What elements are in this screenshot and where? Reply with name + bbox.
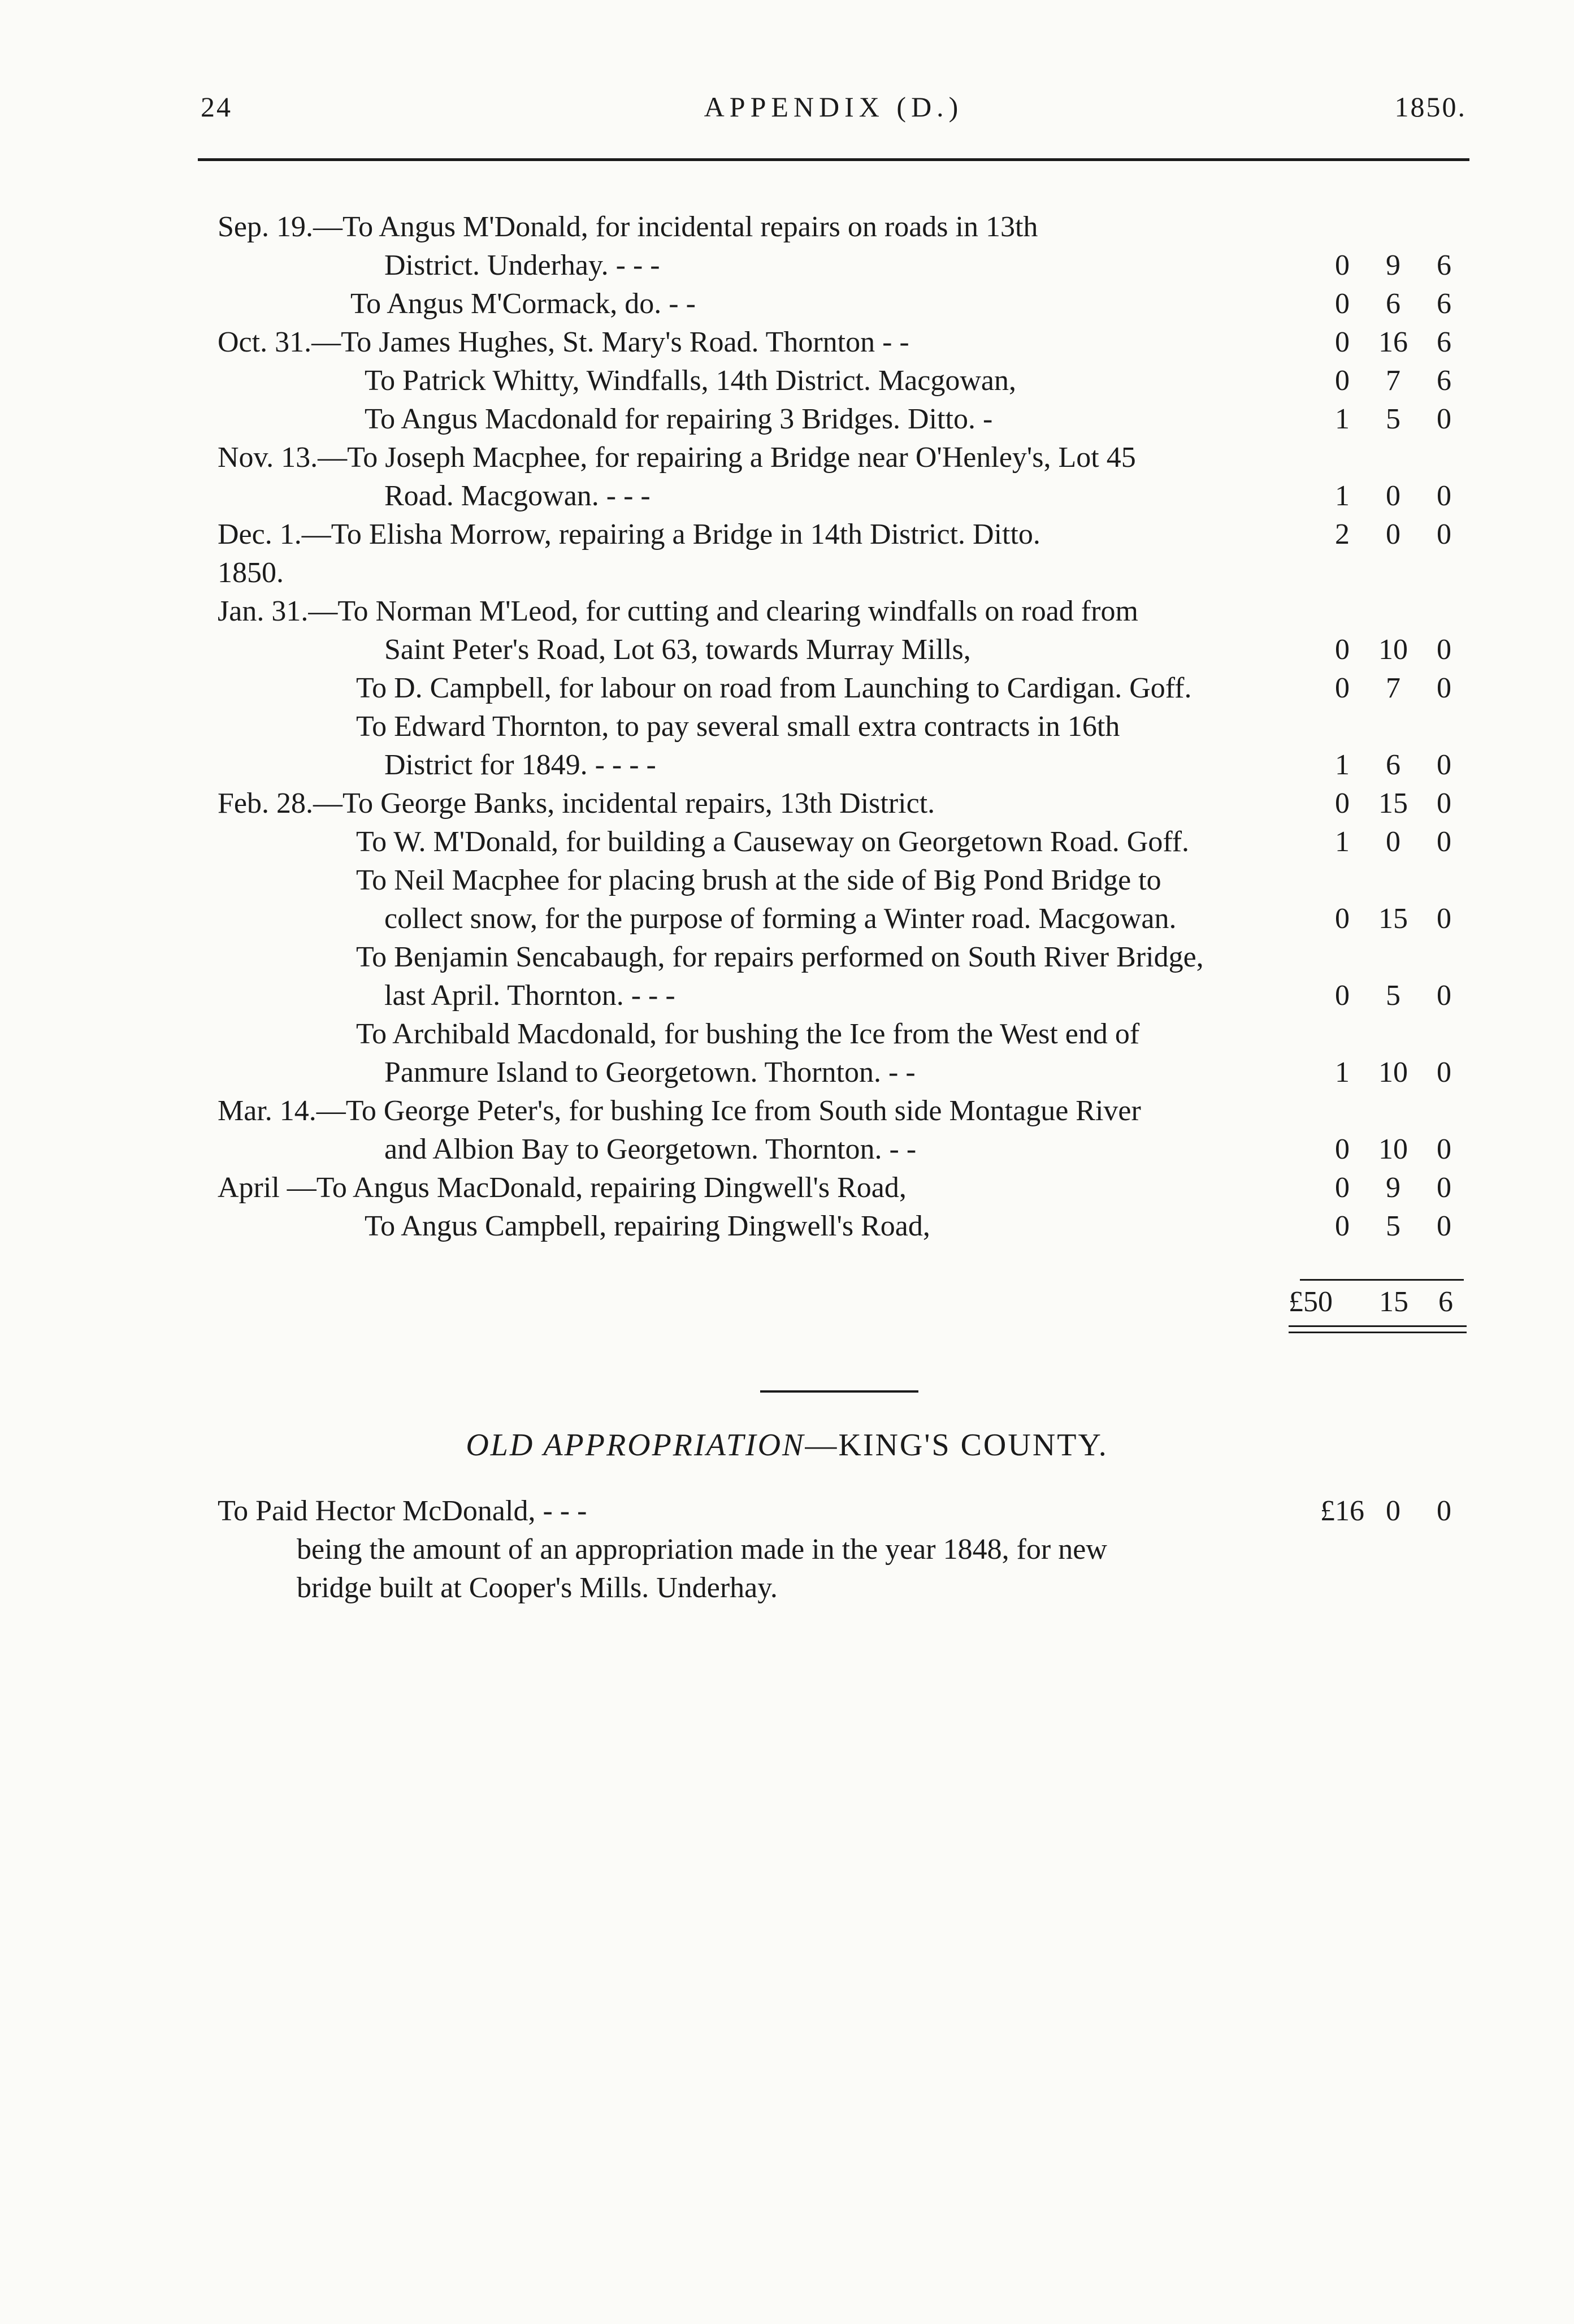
- entry-amount: [1317, 1207, 1469, 1246]
- amount-pence: 0: [1437, 480, 1451, 512]
- entry-text: being the amount of an appropriation made in the year 1848, for new: [297, 1533, 1107, 1566]
- amount-pounds: 1: [1335, 826, 1350, 858]
- header-rule: [198, 158, 1469, 161]
- amount-shillings: 10: [1378, 1056, 1408, 1089]
- entry-text: Oct. 31.—To James Hughes, St. Mary's Road. Thornton - -: [218, 326, 909, 358]
- total-shillings: 15: [1379, 1286, 1408, 1318]
- ledger-entry: [218, 1207, 1469, 1246]
- entry-text: Saint Peter's Road, Lot 63, towards Murray Mills,: [384, 634, 971, 666]
- amount-pence: 6: [1437, 288, 1451, 320]
- ledger-entry: [218, 554, 1469, 592]
- entry-amount: [1317, 746, 1469, 784]
- ledger-line: [218, 1015, 1469, 1053]
- amount-pounds: 1: [1335, 480, 1350, 512]
- amount-pence: 6: [1437, 365, 1451, 397]
- ledger-line: [218, 515, 1469, 554]
- amount-pounds: 0: [1335, 249, 1350, 281]
- ledger-entry: [218, 669, 1469, 708]
- section-heading: [0, 1427, 1574, 1463]
- amount-pence: 0: [1437, 672, 1451, 704]
- entry-amount: [1317, 477, 1469, 515]
- amount-pounds: 0: [1335, 1133, 1350, 1165]
- ledger-entry: [218, 285, 1469, 323]
- entry-amount: [1317, 823, 1469, 861]
- amount-pence: 6: [1437, 326, 1451, 358]
- ledger-entry: [218, 861, 1469, 938]
- ledger-line: [218, 784, 1469, 823]
- header-year: 1850.: [1394, 91, 1467, 123]
- ledger-entries: [218, 208, 1469, 1246]
- amount-pence: 0: [1437, 903, 1451, 935]
- amount-shillings: 5: [1386, 1210, 1400, 1242]
- amount-pence: 0: [1437, 749, 1451, 781]
- ledger-line: [218, 439, 1469, 477]
- entry-amount: [1317, 400, 1469, 439]
- entry-text: To Angus Campbell, repairing Dingwell's Road,: [365, 1210, 930, 1242]
- total-pence: 6: [1438, 1286, 1453, 1318]
- ledger-line: [218, 938, 1469, 977]
- entry-amount: [1317, 362, 1469, 400]
- amount-shillings: 0: [1386, 826, 1400, 858]
- amount-shillings: 5: [1386, 979, 1400, 1012]
- ledger-line: [218, 362, 1469, 400]
- entry-amount: [1317, 784, 1469, 823]
- ledger-line: [218, 1492, 1469, 1530]
- ledger-entry: [218, 323, 1469, 362]
- total-double-rule-lower: [1289, 1332, 1467, 1333]
- entry-text: Nov. 13.—To Joseph Macphee, for repairing a Bridge near O'Henley's, Lot 45: [218, 441, 1136, 474]
- ledger-entry: [218, 823, 1469, 861]
- ledger-entry: [218, 515, 1469, 554]
- amount-pounds: 0: [1335, 903, 1350, 935]
- ledger-line: [218, 823, 1469, 861]
- amount-pence: 6: [1437, 249, 1451, 281]
- amount-pounds: 0: [1335, 1172, 1350, 1204]
- ledger-line: [218, 246, 1469, 285]
- ledger-line: [218, 900, 1469, 938]
- entry-amount: [1317, 515, 1469, 554]
- entry-amount: [1317, 285, 1469, 323]
- amount-pence: 0: [1437, 403, 1451, 435]
- ledger-line: [218, 1569, 1469, 1607]
- entry-text: To Neil Macphee for placing brush at the side of Big Pond Bridge to: [356, 864, 1161, 896]
- entry-text: District for 1849. - - - -: [384, 749, 656, 781]
- ledger-line: [218, 708, 1469, 746]
- entry-text: collect snow, for the purpose of forming a Winter road. Macgowan.: [384, 903, 1177, 935]
- amount-pounds: 0: [1335, 326, 1350, 358]
- entry-amount: [1317, 323, 1469, 362]
- entry-text: To Angus Macdonald for repairing 3 Bridges. Ditto. -: [365, 403, 993, 435]
- amount-pounds: 0: [1335, 634, 1350, 666]
- amount-shillings: 0: [1386, 518, 1400, 550]
- amount-pounds: 0: [1335, 288, 1350, 320]
- total-pounds: £50: [1289, 1286, 1333, 1318]
- entry-text: To Benjamin Sencabaugh, for repairs performed on South River Bridge,: [356, 941, 1204, 973]
- entry-amount: [1317, 631, 1469, 669]
- entry-amount: [1317, 246, 1469, 285]
- ledger-line: [218, 323, 1469, 362]
- ledger-line: [218, 977, 1469, 1015]
- total-double-rule: [1289, 1325, 1467, 1327]
- ledger-line: [218, 285, 1469, 323]
- entry-amount: [1317, 977, 1469, 1015]
- amount-pence: 0: [1437, 1210, 1451, 1242]
- entry-text: and Albion Bay to Georgetown. Thornton. - -: [384, 1133, 917, 1165]
- amount-shillings: 15: [1378, 787, 1408, 820]
- amount-pounds: 0: [1335, 979, 1350, 1012]
- entry-amount: [1317, 900, 1469, 938]
- amount-pence: 0: [1437, 787, 1451, 820]
- ledger-line: [218, 554, 1469, 592]
- ledger-entry: [218, 400, 1469, 439]
- amount-shillings: 0: [1386, 1495, 1400, 1527]
- ledger-line: [218, 669, 1469, 708]
- entry-text: bridge built at Cooper's Mills. Underhay.: [297, 1572, 778, 1604]
- amount-shillings: 6: [1386, 288, 1400, 320]
- ledger-line: [218, 746, 1469, 784]
- ledger-line: [218, 592, 1469, 631]
- old-appropriation-entry: [218, 1492, 1469, 1607]
- amount-shillings: 9: [1386, 249, 1400, 281]
- ledger-line: [218, 1130, 1469, 1169]
- amount-pounds: 1: [1335, 1056, 1350, 1089]
- amount-shillings: 10: [1378, 1133, 1408, 1165]
- page-number: 24: [201, 91, 232, 123]
- ledger-entry: [218, 439, 1469, 515]
- entry-text: District. Underhay. - - -: [384, 249, 660, 281]
- amount-shillings: 0: [1386, 480, 1400, 512]
- amount-pence: 0: [1437, 979, 1451, 1012]
- ledger-line: [218, 1207, 1469, 1246]
- total-rule: [1300, 1279, 1464, 1281]
- entry-amount: [1317, 669, 1469, 708]
- entry-text: April —To Angus MacDonald, repairing Dingwell's Road,: [218, 1172, 907, 1204]
- entry-amount: [1317, 1053, 1469, 1092]
- page-title: APPENDIX (D.): [704, 91, 964, 123]
- amount-shillings: 16: [1378, 326, 1408, 358]
- amount-pence: 0: [1437, 1172, 1451, 1204]
- amount-pence: 0: [1437, 518, 1451, 550]
- entry-text: Jan. 31.—To Norman M'Leod, for cutting and clearing windfalls on road from: [218, 595, 1138, 627]
- amount-pence: 0: [1437, 1056, 1451, 1089]
- section-divider: [760, 1390, 918, 1393]
- ledger-line: [218, 1530, 1469, 1569]
- entry-text: To Angus M'Cormack, do. - -: [350, 288, 696, 320]
- entry-text: last April. Thornton. - - -: [384, 979, 675, 1012]
- entry-amount: [1317, 1492, 1469, 1530]
- amount-pounds: £16: [1320, 1495, 1364, 1527]
- entry-text: To Edward Thornton, to pay several small extra contracts in 16th: [356, 710, 1120, 743]
- entry-text: 1850.: [218, 557, 284, 589]
- ledger-entry: [218, 1169, 1469, 1207]
- amount-shillings: 15: [1378, 903, 1408, 935]
- ledger-total: [1289, 1283, 1469, 1321]
- amount-pounds: 0: [1335, 672, 1350, 704]
- ledger-entry: [218, 784, 1469, 823]
- ledger-entry: [218, 362, 1469, 400]
- entry-text: To W. M'Donald, for building a Causeway on Georgetown Road. Goff.: [356, 826, 1190, 858]
- entry-text: Mar. 14.—To George Peter's, for bushing Ice from South side Montague River: [218, 1095, 1141, 1127]
- amount-shillings: 7: [1386, 672, 1400, 704]
- ledger-entry: [218, 938, 1469, 1015]
- amount-shillings: 5: [1386, 403, 1400, 435]
- amount-pounds: 1: [1335, 749, 1350, 781]
- section-heading-rest: —KING'S COUNTY.: [805, 1428, 1108, 1463]
- entry-text: To Patrick Whitty, Windfalls, 14th District. Macgowan,: [365, 365, 1017, 397]
- ledger-line: [218, 1169, 1469, 1207]
- entry-text: Dec. 1.—To Elisha Morrow, repairing a Bridge in 14th District. Ditto.: [218, 518, 1040, 550]
- ledger-entry: [218, 1092, 1469, 1169]
- entry-text: To D. Campbell, for labour on road from Launching to Cardigan. Goff.: [356, 672, 1192, 704]
- amount-pounds: 1: [1335, 403, 1350, 435]
- entry-text: Panmure Island to Georgetown. Thornton. - -: [384, 1056, 916, 1089]
- amount-shillings: 9: [1386, 1172, 1400, 1204]
- amount-pounds: 0: [1335, 1210, 1350, 1242]
- amount-shillings: 7: [1386, 365, 1400, 397]
- amount-pence: 0: [1437, 826, 1451, 858]
- entry-amount: [1317, 1169, 1469, 1207]
- amount-shillings: 10: [1378, 634, 1408, 666]
- ledger-line: [218, 1053, 1469, 1092]
- page-header: [201, 85, 1467, 130]
- ledger-line: [218, 861, 1469, 900]
- ledger-line: [218, 1092, 1469, 1130]
- amount-pence: 0: [1437, 634, 1451, 666]
- amount-shillings: 6: [1386, 749, 1400, 781]
- ledger-line: [218, 208, 1469, 246]
- ledger-line: [218, 400, 1469, 439]
- amount-pence: 0: [1437, 1495, 1451, 1527]
- ledger-entry: [218, 1015, 1469, 1092]
- ledger-entry: [218, 708, 1469, 784]
- ledger-line: [218, 477, 1469, 515]
- ledger-line: [218, 631, 1469, 669]
- entry-text: Road. Macgowan. - - -: [384, 480, 651, 512]
- ledger-entry: [218, 592, 1469, 669]
- amount-pence: 0: [1437, 1133, 1451, 1165]
- section-heading-italic: OLD APPROPRIATION: [466, 1428, 805, 1463]
- entry-amount: [1317, 1130, 1469, 1169]
- ledger-entry: [218, 208, 1469, 285]
- amount-pounds: 2: [1335, 518, 1350, 550]
- entry-text: To Archibald Macdonald, for bushing the Ice from the West end of: [356, 1018, 1140, 1050]
- entry-text: Sep. 19.—To Angus M'Donald, for incidental repairs on roads in 13th: [218, 211, 1038, 243]
- entry-text: Feb. 28.—To George Banks, incidental repairs, 13th District.: [218, 787, 935, 820]
- amount-pounds: 0: [1335, 787, 1350, 820]
- amount-pounds: 0: [1335, 365, 1350, 397]
- entry-text: To Paid Hector McDonald, - - -: [218, 1495, 587, 1527]
